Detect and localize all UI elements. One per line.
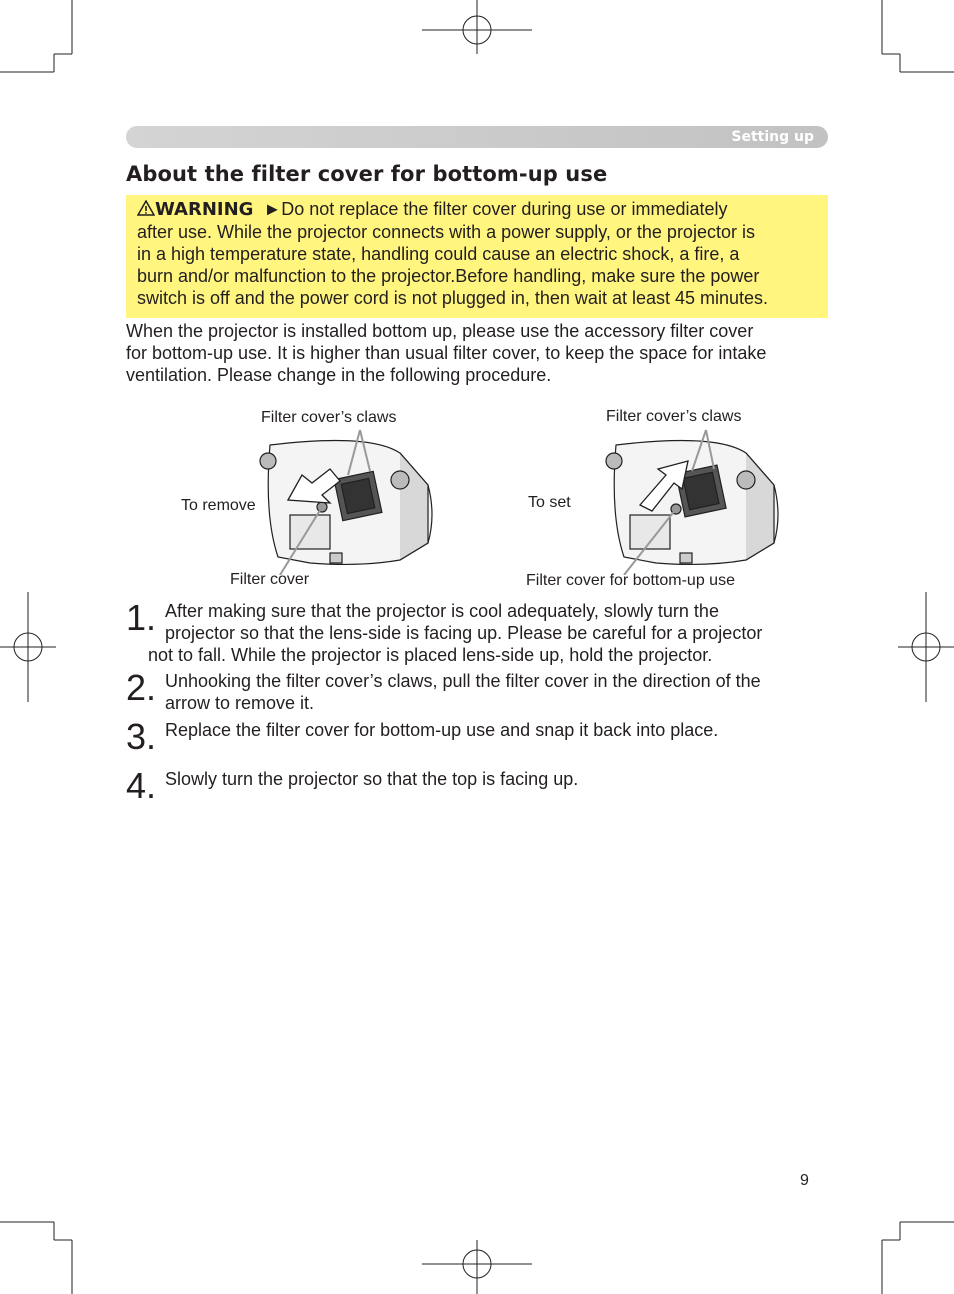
figure-right-action-label: To set xyxy=(528,494,571,511)
step-number: 2. xyxy=(126,667,157,708)
page-number: 9 xyxy=(800,1172,809,1189)
warning-label: WARNING xyxy=(155,199,254,220)
step-number: 1. xyxy=(126,597,157,638)
section-header-bar xyxy=(126,126,828,148)
step-text: After making sure that the projector is cool adequately, slowly turn the xyxy=(165,601,719,621)
figure-left-action-label: To remove xyxy=(181,497,256,514)
warning-box xyxy=(126,195,828,318)
warning-text: after use. While the projector connects with a power supply, or the projector is xyxy=(137,222,755,242)
section-label: Setting up xyxy=(731,129,814,145)
intro-line: for bottom-up use. It is higher than usual filter cover, to keep the space for intake xyxy=(126,343,767,363)
warning-text: in a high temperature state, handling could cause an electric shock, a fire, a xyxy=(137,244,740,264)
projector-remove-illustration xyxy=(250,425,440,575)
warning-line-1 xyxy=(137,198,828,221)
warning-text: burn and/or malfunction to the projector.Before handling, make sure the power xyxy=(137,266,760,286)
warning-triangle-icon xyxy=(137,200,155,216)
intro-paragraph xyxy=(126,320,766,386)
warning-text: switch is off and the power cord is not plugged in, then wait at least 45 minutes. xyxy=(137,288,769,308)
step-text: not to fall. While the projector is placed lens-side up, hold the projector. xyxy=(148,645,713,665)
page-title: About the filter cover for bottom-up use xyxy=(126,162,608,186)
warning-text: ►Do not replace the filter cover during use or immediately xyxy=(263,199,728,219)
intro-line: ventilation. Please change in the following procedure. xyxy=(126,365,552,385)
step-text: Slowly turn the projector so that the top is facing up. xyxy=(165,769,579,789)
figure-left-claws-label: Filter cover’s claws xyxy=(261,409,397,426)
step-text: arrow to remove it. xyxy=(165,693,315,713)
step-text: projector so that the lens-side is facing up. Please be careful for a projector xyxy=(165,623,763,643)
step-text: Unhooking the filter cover’s claws, pull the filter cover in the direction of the xyxy=(165,671,761,691)
intro-line: When the projector is installed bottom up, please use the accessory filter cover xyxy=(126,321,754,341)
figure-right-claws-label: Filter cover’s claws xyxy=(606,408,742,425)
step-text: Replace the filter cover for bottom-up use and snap it back into place. xyxy=(165,720,719,740)
figure-left-part-label: Filter cover xyxy=(230,571,310,588)
figure-right-part-label: Filter cover for bottom-up use xyxy=(526,572,735,589)
step-number: 4. xyxy=(126,765,157,806)
projector-set-illustration xyxy=(596,425,786,575)
step-number: 3. xyxy=(126,716,157,757)
